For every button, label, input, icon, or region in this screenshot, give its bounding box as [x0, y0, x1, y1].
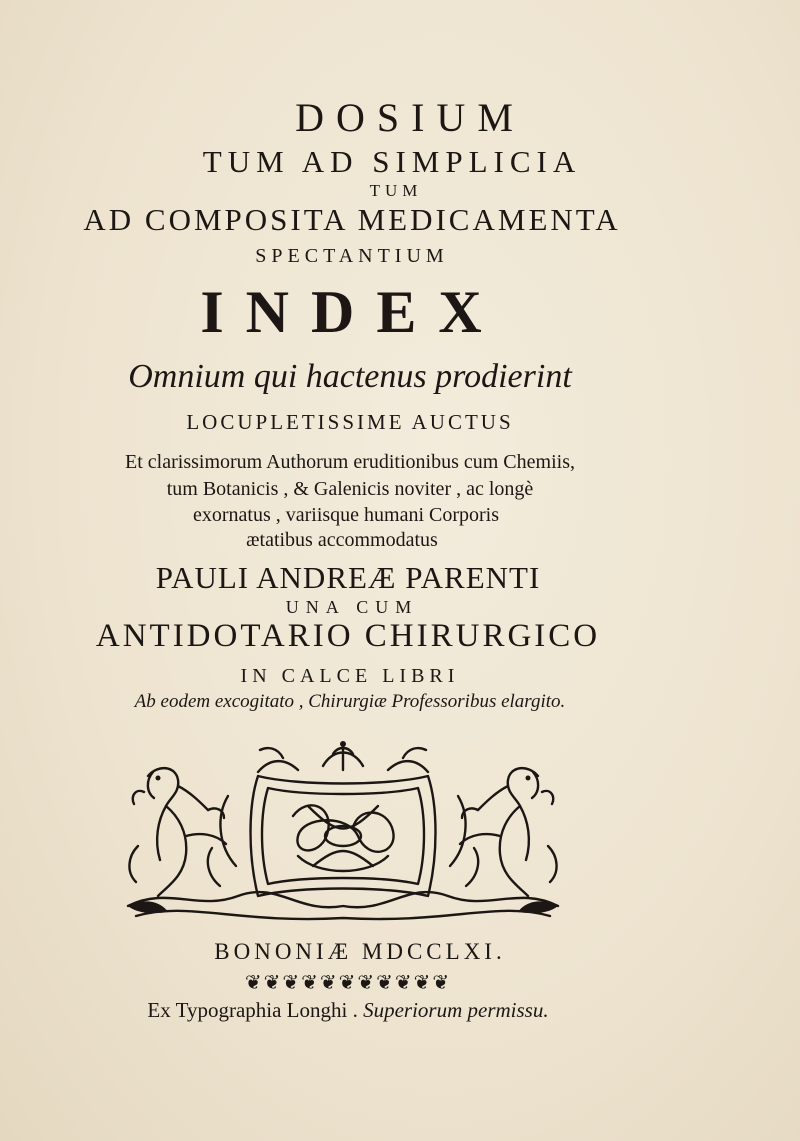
dedication-line: Ab eodem excogitato , Chirurgiæ Professoribus elargito.	[134, 691, 566, 712]
title-ad-composita: AD COMPOSITA MEDICAMENTA	[83, 202, 621, 237]
title-index: INDEX	[200, 279, 504, 345]
imprint-place-date: BONONIÆ MDCCLXI.	[214, 939, 506, 964]
imprint-printer-line	[0, 1000, 748, 1021]
subtitle-locupletissime: LOCUPLETISSIME AUCTUS	[186, 410, 514, 434]
description-line-1: Et clarissimorum Authorum eruditionibus cum Chemiis,	[125, 451, 575, 473]
description-line-4: ætatibus accommodatus	[246, 529, 438, 551]
description-line-2: tum Botanicis , & Galenicis noviter , ac longè	[166, 478, 534, 500]
description-line-3: exornatus , variisque humani Corporis	[192, 504, 500, 526]
title-dosium: DOSIUM	[295, 95, 525, 140]
title-tum-ad-simplicia: TUM AD SIMPLICIA	[202, 144, 582, 179]
una-cum: UNA CUM	[285, 597, 419, 617]
antidotario-title: ANTIDOTARIO CHIRURGICO	[95, 618, 601, 654]
printers-device-lions-monogram-icon	[108, 736, 578, 926]
subtitle-omnium: Omnium qui hactenus prodierint	[128, 358, 572, 395]
author-name: PAULI ANDREÆ PARENTI	[155, 560, 541, 595]
imprint-printer: Ex Typographia Longhi .	[147, 998, 358, 1022]
imprint-permission: Superiorum permissu.	[363, 998, 549, 1022]
in-calce-libri: IN CALCE LIBRI	[240, 665, 460, 687]
title-tum: TUM	[369, 181, 423, 200]
fleuron-border-row: ❦❦❦❦❦❦❦❦❦❦❦	[244, 972, 452, 994]
title-spectantium: SPECTANTIUM	[255, 245, 449, 267]
